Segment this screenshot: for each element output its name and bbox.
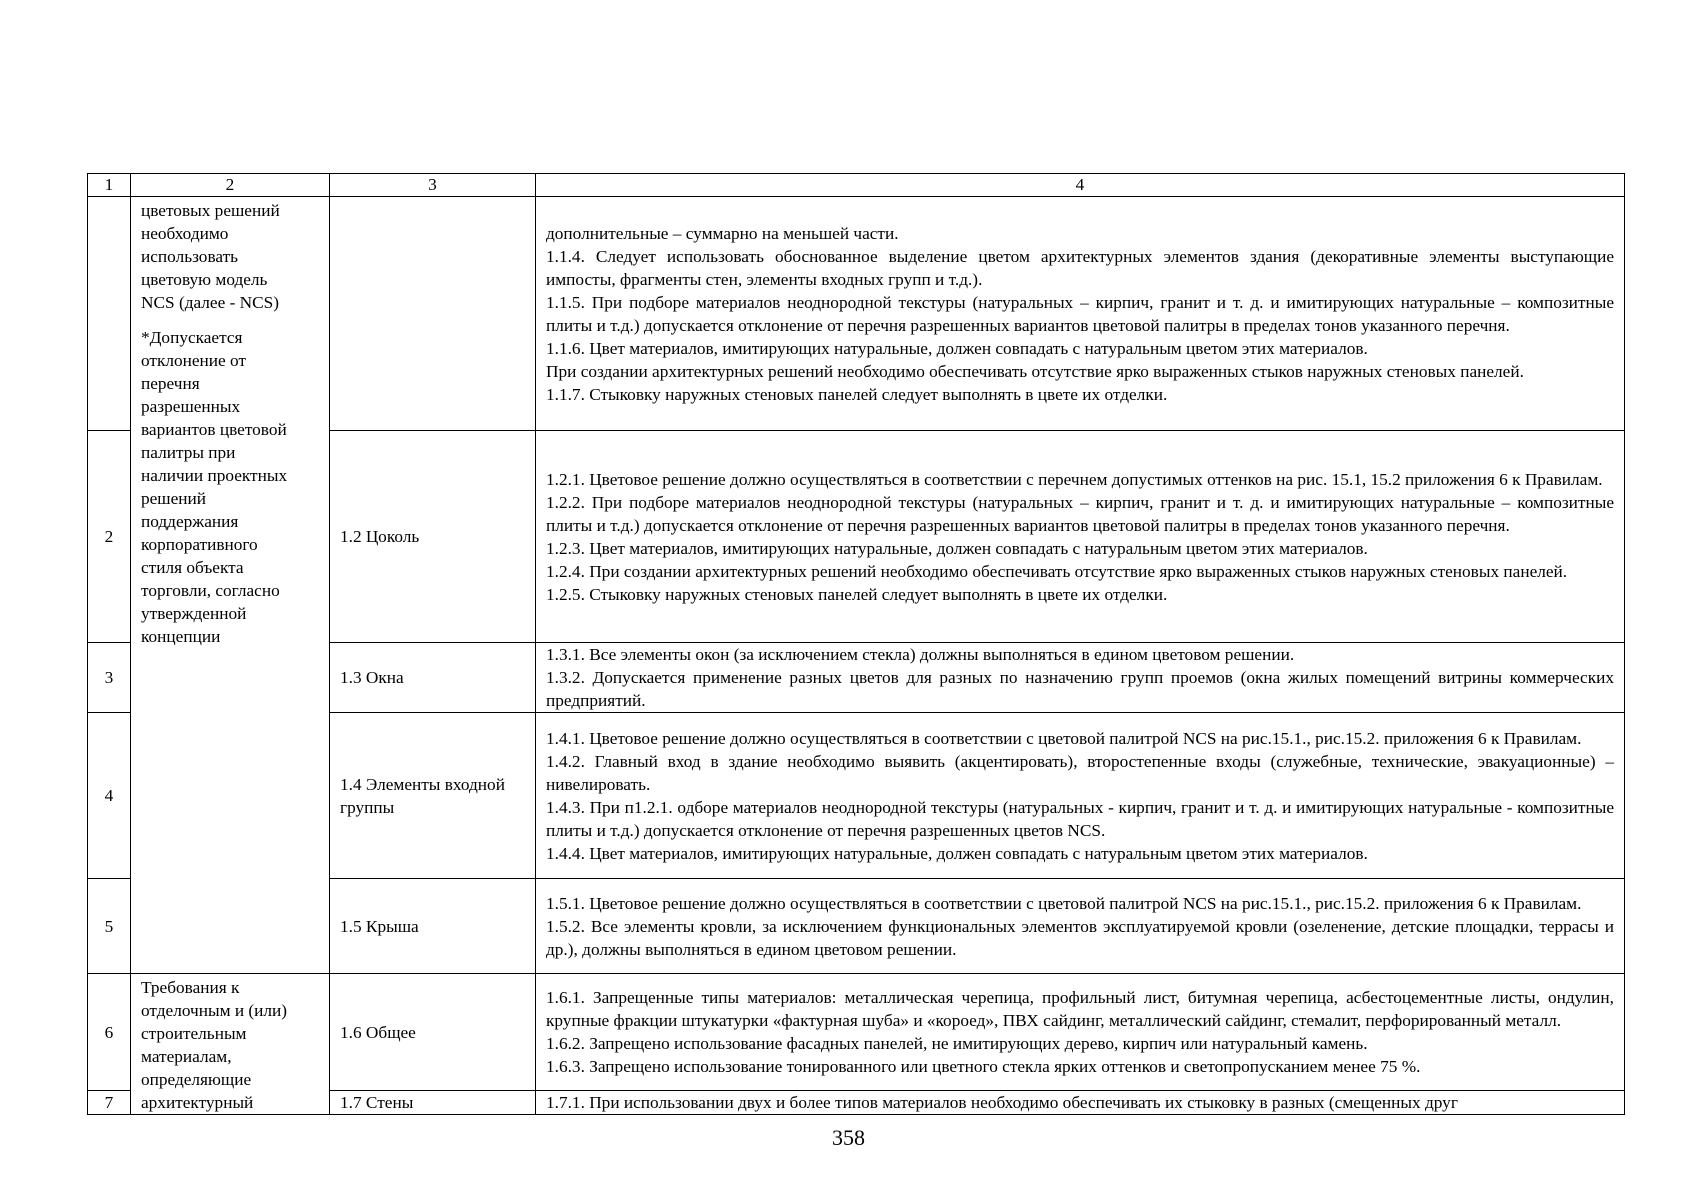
- requirement-paragraph: При создании архитектурных решений необходимо обеспечивать отсутствие ярко выраженных стыков наружных стеновых панелей.: [546, 361, 1524, 381]
- requirements-cell: [536, 879, 1625, 974]
- group-text-line: NCS (далее - NCS): [141, 293, 280, 312]
- requirements-cell: [536, 431, 1625, 643]
- requirement-paragraph: 1.5.2. Все элементы кровли, за исключением функциональных элементов эксплуатируемой кровли (озеленение, детские площадки, террасы и др.), должны выполняться в едином цветовом решении.: [546, 916, 1614, 959]
- requirement-paragraph: 1.6.3. Запрещено использование тонированного или цветного стекла ярких оттенков и светопропусканием менее 75 %.: [546, 1057, 1421, 1076]
- requirement-paragraph: 1.4.1. Цветовое решение должно осуществляться в соответствии с цветовой палитрой NCS на рис.15.1., рис.15.2. приложения 6 к Правилам.: [546, 728, 1582, 748]
- group-note-line: корпоративного: [141, 535, 258, 554]
- table-row: [88, 197, 1625, 431]
- header-cell-1: 1: [88, 174, 131, 197]
- requirement-paragraph: 1.2.5. Стыковку наружных стеновых панелей следует выполнять в цвете их отделки.: [546, 584, 1168, 604]
- row-number: 3: [88, 643, 131, 713]
- element-cell: 1.3 Окна: [330, 643, 536, 713]
- requirement-group-text: [141, 976, 319, 1114]
- requirement-group-text: [141, 199, 319, 314]
- requirement-paragraph: 1.2.4. При создании архитектурных решений необходимо обеспечивать отсутствие ярко выраженных стыков наружных стеновых панелей.: [546, 561, 1568, 581]
- header-cell-2: 2: [131, 174, 330, 197]
- group-note-line: разрешенных: [141, 397, 241, 416]
- group-text-line: определяющие: [141, 1070, 252, 1089]
- requirement-paragraph: 1.6.1. Запрещенные типы материалов: металлическая черепица, профильный лист, битумная черепица, асбестоцементные листы, ондулин, крупные фракции штукатурки «фактурная шуба» и «короед», ПВХ сайдинг, металлический сайдинг, стемалит, перфорированный металл.: [546, 988, 1614, 1030]
- requirements-cell: [536, 1091, 1625, 1115]
- group-text-line: строительным: [141, 1024, 247, 1043]
- row-number: [88, 197, 131, 431]
- group-note-line: *Допускается: [141, 328, 243, 347]
- requirement-group-cell: [131, 974, 330, 1115]
- element-cell: 1.6 Общее: [330, 974, 536, 1091]
- group-text-line: Требования к: [141, 978, 240, 997]
- group-note-line: поддержания: [141, 512, 239, 531]
- page-number: 358: [832, 1125, 865, 1150]
- group-note-line: наличии проектных: [141, 466, 288, 485]
- group-note-line: торговли, согласно: [141, 581, 280, 600]
- group-text-line: архитектурный: [141, 1093, 254, 1112]
- group-text-line: использовать: [141, 247, 239, 266]
- requirements-table: [87, 173, 1625, 1115]
- group-note-line: утвержденной: [141, 604, 247, 623]
- requirements-cell: [536, 197, 1625, 431]
- element-cell: 1.7 Стены: [330, 1091, 536, 1115]
- header-cell-4: 4: [536, 174, 1625, 197]
- header-cell-3: 3: [330, 174, 536, 197]
- requirements-cell: [536, 974, 1625, 1091]
- element-cell: 1.4 Элементы входной группы: [330, 713, 536, 879]
- requirement-paragraph: 1.2.2. При подборе материалов неоднородной текстуры (натуральных – кирпич, гранит и т. д. и имитирующих натуральные – композитные плиты и т.д.) допускается отклонение от перечня разрешенных вариантов цветовой палитры в пределах тонов указанного перечня.: [546, 492, 1614, 535]
- requirement-paragraph: 1.6.2. Запрещено использование фасадных панелей, не имитирующих дерево, кирпич или натуральный камень.: [546, 1034, 1368, 1053]
- requirements-cell: [536, 643, 1625, 713]
- element-cell: 1.5 Крыша: [330, 879, 536, 974]
- group-text-line: цветовую модель: [141, 270, 268, 289]
- group-note-line: палитры при: [141, 443, 236, 462]
- group-text-line: отделочным и (или): [141, 1001, 288, 1020]
- requirement-paragraph: 1.7.1. При использовании двух и более типов материалов необходимо обеспечивать их стыковку в разных (смещенных друг: [546, 1093, 1458, 1112]
- group-note-line: стиля объекта: [141, 558, 244, 577]
- row-number: 5: [88, 879, 131, 974]
- requirement-paragraph: 1.1.6. Цвет материалов, имитирующих натуральные, должен совпадать с натуральным цветом этих материалов.: [546, 338, 1368, 358]
- requirement-paragraph: 1.4.2. Главный вход в здание необходимо выявить (акцентировать), второстепенные входы (служебные, технические, эвакуационные) – нивелировать.: [546, 751, 1614, 794]
- group-text-line: цветовых решений: [141, 201, 280, 220]
- group-text-line: необходимо: [141, 224, 229, 243]
- requirement-paragraph: 1.4.3. При п1.2.1. одборе материалов неоднородной текстуры (натуральных - кирпич, гранит и т. д. и имитирующих натуральные - композитные плиты и т.д.) допускается отклонение от перечня разрешенных цветов NCS.: [546, 797, 1614, 840]
- requirement-paragraph: дополнительные – суммарно на меньшей части.: [546, 223, 899, 243]
- requirement-paragraph: 1.3.1. Все элементы окон (за исключением стекла) должны выполняться в едином цветовом решении.: [546, 645, 1295, 664]
- row-number: 4: [88, 713, 131, 879]
- group-note-line: отклонение от: [141, 351, 246, 370]
- requirement-paragraph: 1.2.1. Цветовое решение должно осуществляться в соответствии с перечнем допустимых оттенков на рис. 15.1, 15.2 приложения 6 к Правилам.: [546, 469, 1603, 489]
- requirement-paragraph: 1.1.4. Следует использовать обоснованное выделение цветом архитектурных элементов здания (декоративные элементы выступающие импосты, фрагменты стен, элементы входных групп и т.д.).: [546, 246, 1614, 289]
- group-text-line: материалам,: [141, 1047, 232, 1066]
- requirement-group-note: [141, 326, 319, 648]
- requirement-paragraph: 1.5.1. Цветовое решение должно осуществляться в соответствии с цветовой палитрой NCS на рис.15.1., рис.15.2. приложения 6 к Правилам.: [546, 893, 1582, 913]
- table-row: [88, 974, 1625, 1091]
- element-cell: 1.2 Цоколь: [330, 431, 536, 643]
- table-header-row: [88, 174, 1625, 197]
- requirements-cell: [536, 713, 1625, 879]
- group-note-line: вариантов цветовой: [141, 420, 287, 439]
- group-note-line: решений: [141, 489, 207, 508]
- element-cell: [330, 197, 536, 431]
- requirement-paragraph: 1.3.2. Допускается применение разных цветов для разных по назначению групп проемов (окна жилых помещений витрины коммерческих предприятий.: [546, 668, 1614, 710]
- row-number: 7: [88, 1091, 131, 1115]
- requirement-paragraph: 1.1.7. Стыковку наружных стеновых панелей следует выполнять в цвете их отделки.: [546, 384, 1168, 404]
- row-number: 6: [88, 974, 131, 1091]
- requirement-paragraph: 1.2.3. Цвет материалов, имитирующих натуральные, должен совпадать с натуральным цветом этих материалов.: [546, 538, 1368, 558]
- requirement-paragraph: 1.1.5. При подборе материалов неоднородной текстуры (натуральных – кирпич, гранит и т. д. и имитирующих натуральные – композитные плиты и т.д.) допускается отклонение от перечня разрешенных вариантов цветовой палитры в пределах тонов указанного перечня.: [546, 292, 1614, 335]
- row-number: 2: [88, 431, 131, 643]
- requirement-paragraph: 1.4.4. Цвет материалов, имитирующих натуральные, должен совпадать с натуральным цветом этих материалов.: [546, 843, 1368, 863]
- group-note-line: концепции: [141, 627, 221, 646]
- requirement-group-cell: [131, 197, 330, 974]
- group-note-line: перечня: [141, 374, 200, 393]
